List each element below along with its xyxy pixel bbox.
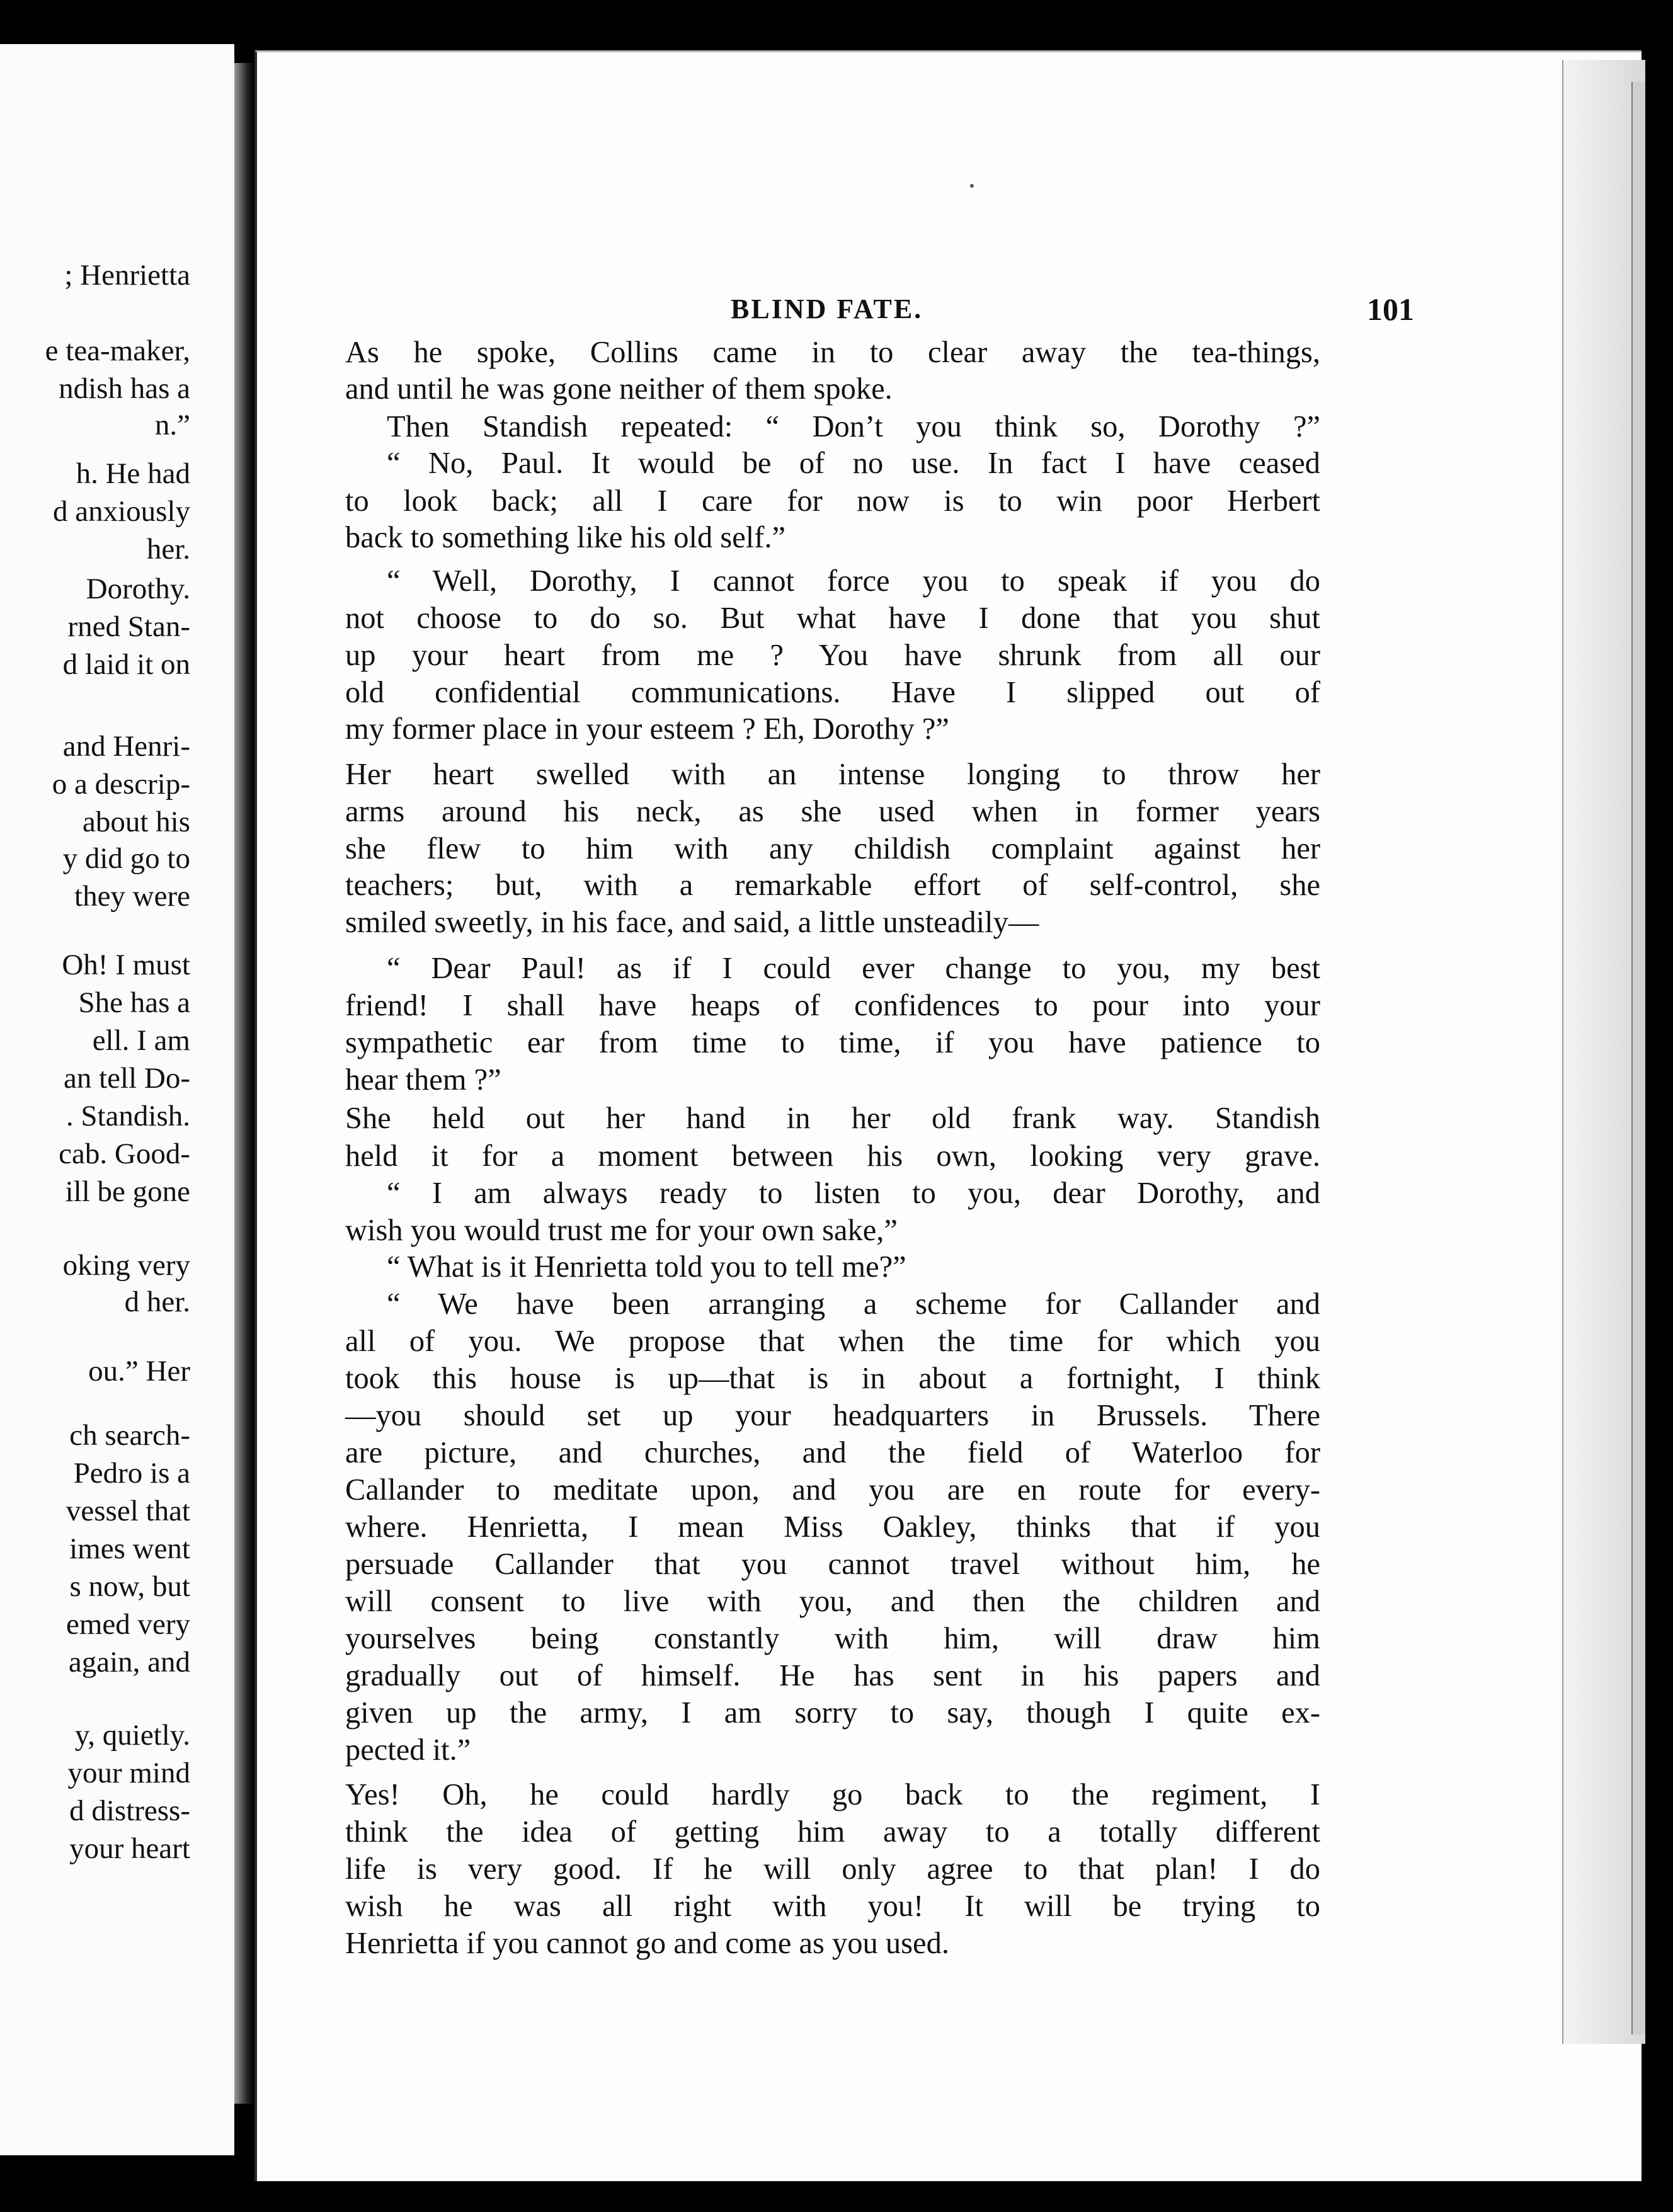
facing-page-line: and Henri-: [62, 730, 190, 763]
facing-page-line: emed very: [66, 1608, 190, 1641]
facing-page-line: about his: [82, 806, 190, 838]
text-line: took this house is up—that is in about a fortnight, I think: [345, 1362, 1320, 1395]
text-line: all of you. We propose that when the time for which you: [345, 1325, 1320, 1358]
text-line: up your heart from me ? You have shrunk from all our: [345, 639, 1320, 672]
facing-page-line: rned Stan-: [67, 610, 190, 643]
facing-page-line: vessel that: [66, 1495, 190, 1527]
text-line: Then Standish repeated: “ Don’t you think so, Dorothy ?”: [387, 410, 1320, 443]
text-line: think the idea of getting him away to a totally different: [345, 1815, 1320, 1849]
facing-page-line: Dorothy.: [86, 573, 190, 605]
text-line: to look back; all I care for now is to win poor Herbert: [345, 484, 1320, 518]
facing-page-line: ou.” Her: [88, 1355, 190, 1388]
facing-page-line: cab. Good-: [59, 1137, 190, 1170]
text-line: smiled sweetly, in his face, and said, a little unsteadily—: [345, 906, 1039, 939]
text-line: given up the army, I am sorry to say, though I quite ex-: [345, 1696, 1320, 1730]
text-line: sympathetic ear from time to time, if you have patience to: [345, 1026, 1320, 1059]
ink-speck: [970, 184, 974, 188]
text-line: teachers; but, with a remarkable effort of self-control, she: [345, 869, 1320, 902]
text-line: gradually out of himself. He has sent in his papers and: [345, 1659, 1320, 1692]
text-line: yourselves being constantly with him, will draw him: [345, 1622, 1320, 1655]
facing-page-line: d laid it on: [62, 648, 190, 681]
text-line: and until he was gone neither of them spoke.: [345, 372, 893, 406]
facing-page-line: d her.: [124, 1286, 190, 1318]
text-line: Yes! Oh, he could hardly go back to the regiment, I: [345, 1778, 1320, 1811]
facing-page-line: her.: [146, 533, 190, 566]
facing-page-line: She has a: [78, 986, 190, 1019]
page-edge-inner: [1631, 82, 1645, 2034]
text-line: Henrietta if you cannot go and come as you used.: [345, 1927, 949, 1960]
text-line: “ Well, Dorothy, I cannot force you to speak if you do: [387, 564, 1320, 598]
text-line: life is very good. If he will only agree to that plan! I do: [345, 1852, 1320, 1886]
facing-page-line: Oh! I must: [62, 949, 190, 981]
facing-page-line: s now, but: [69, 1570, 190, 1603]
text-line: “ We have been arranging a scheme for Callander and: [387, 1287, 1320, 1321]
text-line: my former place in your esteem ? Eh, Dorothy ?”: [345, 712, 949, 746]
facing-page-line: ch search-: [69, 1419, 190, 1452]
facing-page-line: d anxiously: [52, 495, 190, 528]
facing-page-line: ell. I am: [92, 1024, 190, 1057]
text-line: hear them ?”: [345, 1063, 501, 1097]
text-line: Her heart swelled with an intense longing to throw her: [345, 758, 1320, 791]
facing-page-line: they were: [74, 880, 190, 913]
facing-page-line: imes went: [69, 1532, 190, 1565]
text-line: “ What is it Henrietta told you to tell me?”: [387, 1250, 906, 1284]
facing-page-line: ill be gone: [65, 1175, 190, 1208]
facing-page-line: y, quietly.: [74, 1719, 190, 1752]
text-line: old confidential communications. Have I slipped out of: [345, 676, 1320, 709]
text-line: pected it.”: [345, 1733, 471, 1767]
text-line: As he spoke, Collins came in to clear away the tea-things,: [345, 336, 1320, 369]
facing-page-line: an tell Do-: [64, 1062, 190, 1095]
text-line: are picture, and churches, and the field of Waterloo for: [345, 1436, 1320, 1469]
text-line: She held out her hand in her old frank way. Standish: [345, 1102, 1320, 1135]
text-line: not choose to do so. But what have I done that you shut: [345, 601, 1320, 635]
facing-page-line: ; Henrietta: [64, 259, 190, 292]
text-line: “ No, Paul. It would be of no use. In fact I have ceased: [387, 447, 1320, 480]
facing-page-line: h. He had: [76, 457, 190, 490]
text-line: —you should set up your headquarters in Brussels. There: [345, 1399, 1320, 1432]
text-line: friend! I shall have heaps of confidences to pour into your: [345, 989, 1320, 1022]
text-line: held it for a moment between his own, looking very grave.: [345, 1139, 1320, 1173]
text-line: Callander to meditate upon, and you are en route for every-: [345, 1473, 1320, 1507]
text-line: back to something like his old self.”: [345, 521, 786, 554]
running-head: BLIND FATE.: [731, 294, 923, 324]
facing-page-line: your heart: [69, 1832, 190, 1865]
facing-page-line: o a descrip-: [52, 768, 190, 801]
text-line: wish you would trust me for your own sake,”: [345, 1214, 898, 1247]
facing-page-line: again, and: [68, 1646, 190, 1679]
facing-page-line: . Standish.: [66, 1100, 190, 1132]
facing-page-line: y did go to: [62, 842, 190, 875]
facing-page-line: d distress-: [69, 1794, 190, 1827]
text-line: she flew to him with any childish complaint against her: [345, 832, 1320, 865]
facing-page-line: your mind: [67, 1757, 190, 1789]
facing-page-line: ndish has a: [59, 372, 190, 405]
facing-page-line: n.”: [154, 409, 190, 442]
text-line: persuade Callander that you cannot travel without him, he: [345, 1548, 1320, 1581]
text-line: will consent to live with you, and then the children and: [345, 1585, 1320, 1618]
page-number: 101: [1367, 292, 1414, 327]
text-line: “ Dear Paul! as if I could ever change to you, my best: [387, 952, 1320, 985]
text-line: where. Henrietta, I mean Miss Oakley, thinks that if you: [345, 1510, 1320, 1544]
facing-page-line: e tea-maker,: [45, 334, 190, 367]
facing-page-line: oking very: [62, 1249, 190, 1282]
book-gutter: [234, 63, 254, 2104]
facing-page: [0, 44, 234, 2155]
text-line: “ I am always ready to listen to you, dear Dorothy, and: [387, 1177, 1320, 1210]
text-line: arms around his neck, as she used when in former years: [345, 795, 1320, 828]
text-line: wish he was all right with you! It will be trying to: [345, 1890, 1320, 1923]
facing-page-line: Pedro is a: [73, 1457, 190, 1490]
